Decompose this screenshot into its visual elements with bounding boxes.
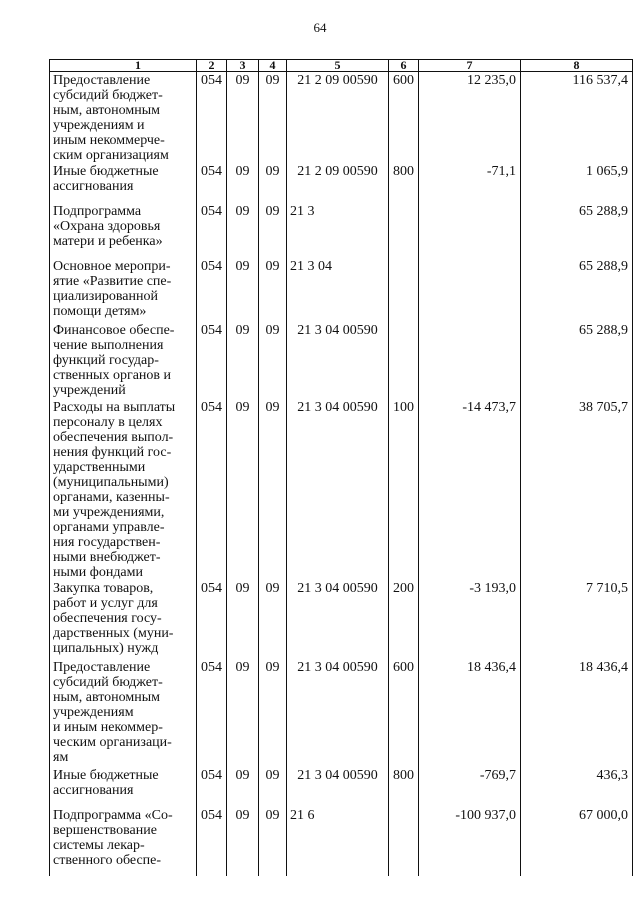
row-name: Расходы на выплаты персоналу в целях обеспечения выпол- нения функций гос- ударственными (муниципальными) органами, казенны- ми учреждениями, органами управле- ния государствен- ными внебюджет- ными фондами — [50, 399, 197, 580]
cell-total: 67 000,0 — [521, 807, 633, 876]
cell-target: 21 6 — [287, 807, 389, 876]
cell-change: -14 473,7 — [419, 399, 521, 580]
cell-total: 65 288,9 — [521, 322, 633, 399]
cell-type: 600 — [389, 72, 419, 164]
cell-subsection: 09 — [259, 258, 287, 322]
cell-total: 436,3 — [521, 767, 633, 807]
cell-type: 100 — [389, 399, 419, 580]
cell-section: 09 — [227, 767, 259, 807]
cell-type: 800 — [389, 767, 419, 807]
cell-target: 21 3 04 00590 — [287, 659, 389, 767]
row-name: Иные бюджетные ассигнования — [50, 767, 197, 807]
column-header: 1 — [50, 60, 197, 72]
table-row — [50, 203, 633, 258]
cell-target: 21 3 — [287, 203, 389, 258]
cell-section: 09 — [227, 203, 259, 258]
cell-section: 09 — [227, 580, 259, 659]
cell-section: 09 — [227, 399, 259, 580]
cell-subsection: 09 — [259, 163, 287, 203]
cell-code: 054 — [197, 258, 227, 322]
row-name: Предоставление субсидий бюджет- ным, автономным учреждениям и иным некоммер- ческим организаци- ям — [50, 659, 197, 767]
cell-change: -769,7 — [419, 767, 521, 807]
row-name: Иные бюджетные ассигнования — [50, 163, 197, 203]
cell-subsection: 09 — [259, 659, 287, 767]
page-number: 64 — [313, 20, 327, 35]
table-row — [50, 767, 633, 807]
column-header: 8 — [521, 60, 633, 72]
cell-target: 21 2 09 00590 — [287, 163, 389, 203]
cell-subsection: 09 — [259, 322, 287, 399]
cell-code: 054 — [197, 322, 227, 399]
row-name: Подпрограмма «Охрана здоровья матери и ребенка» — [50, 203, 197, 258]
cell-subsection: 09 — [259, 807, 287, 876]
table-row — [50, 72, 633, 164]
table-row — [50, 807, 633, 876]
table-row — [50, 580, 633, 659]
row-name: Подпрограмма «Со- вершенствование системы лекар- ственного обеспе- — [50, 807, 197, 876]
header-row — [50, 60, 633, 72]
row-name: Закупка товаров, работ и услуг для обеспечения госу- дарственных (муни- ципальных) нужд — [50, 580, 197, 659]
cell-total: 1 065,9 — [521, 163, 633, 203]
cell-change: 12 235,0 — [419, 72, 521, 164]
cell-target: 21 3 04 00590 — [287, 580, 389, 659]
cell-code: 054 — [197, 580, 227, 659]
cell-type — [389, 258, 419, 322]
cell-change — [419, 322, 521, 399]
cell-change — [419, 203, 521, 258]
cell-code: 054 — [197, 807, 227, 876]
cell-code: 054 — [197, 659, 227, 767]
cell-type — [389, 807, 419, 876]
cell-total: 18 436,4 — [521, 659, 633, 767]
cell-change: -71,1 — [419, 163, 521, 203]
column-header: 5 — [287, 60, 389, 72]
cell-change: -3 193,0 — [419, 580, 521, 659]
cell-type — [389, 203, 419, 258]
table-row — [50, 659, 633, 767]
cell-section: 09 — [227, 659, 259, 767]
cell-type: 600 — [389, 659, 419, 767]
cell-section: 09 — [227, 322, 259, 399]
table-row — [50, 163, 633, 203]
cell-total: 65 288,9 — [521, 203, 633, 258]
row-name: Основное меропри- ятие «Развитие спе- циализированной помощи детям» — [50, 258, 197, 322]
cell-target: 21 2 09 00590 — [287, 72, 389, 164]
row-name: Предоставление субсидий бюджет- ным, автономным учреждениям и иным некоммерче- ским организациям — [50, 72, 197, 164]
cell-total: 65 288,9 — [521, 258, 633, 322]
column-header: 7 — [419, 60, 521, 72]
cell-type — [389, 322, 419, 399]
cell-code: 054 — [197, 399, 227, 580]
cell-type: 800 — [389, 163, 419, 203]
cell-section: 09 — [227, 807, 259, 876]
cell-total: 38 705,7 — [521, 399, 633, 580]
row-name: Финансовое обеспе- чение выполнения функций государ- ственных органов и учреждений — [50, 322, 197, 399]
column-header: 4 — [259, 60, 287, 72]
cell-change: 18 436,4 — [419, 659, 521, 767]
cell-subsection: 09 — [259, 72, 287, 164]
cell-section: 09 — [227, 258, 259, 322]
cell-code: 054 — [197, 767, 227, 807]
cell-code: 054 — [197, 203, 227, 258]
cell-total: 116 537,4 — [521, 72, 633, 164]
table-row — [50, 258, 633, 322]
cell-code: 054 — [197, 163, 227, 203]
cell-section: 09 — [227, 72, 259, 164]
cell-target: 21 3 04 00590 — [287, 767, 389, 807]
cell-change: -100 937,0 — [419, 807, 521, 876]
cell-target: 21 3 04 00590 — [287, 322, 389, 399]
column-header: 3 — [227, 60, 259, 72]
cell-target: 21 3 04 — [287, 258, 389, 322]
cell-type: 200 — [389, 580, 419, 659]
table-row — [50, 399, 633, 580]
cell-total: 7 710,5 — [521, 580, 633, 659]
column-header: 2 — [197, 60, 227, 72]
cell-section: 09 — [227, 163, 259, 203]
cell-code: 054 — [197, 72, 227, 164]
cell-subsection: 09 — [259, 203, 287, 258]
cell-change — [419, 258, 521, 322]
table-row — [50, 322, 633, 399]
cell-subsection: 09 — [259, 399, 287, 580]
cell-target: 21 3 04 00590 — [287, 399, 389, 580]
cell-subsection: 09 — [259, 580, 287, 659]
column-header: 6 — [389, 60, 419, 72]
budget-table — [49, 59, 633, 876]
cell-subsection: 09 — [259, 767, 287, 807]
